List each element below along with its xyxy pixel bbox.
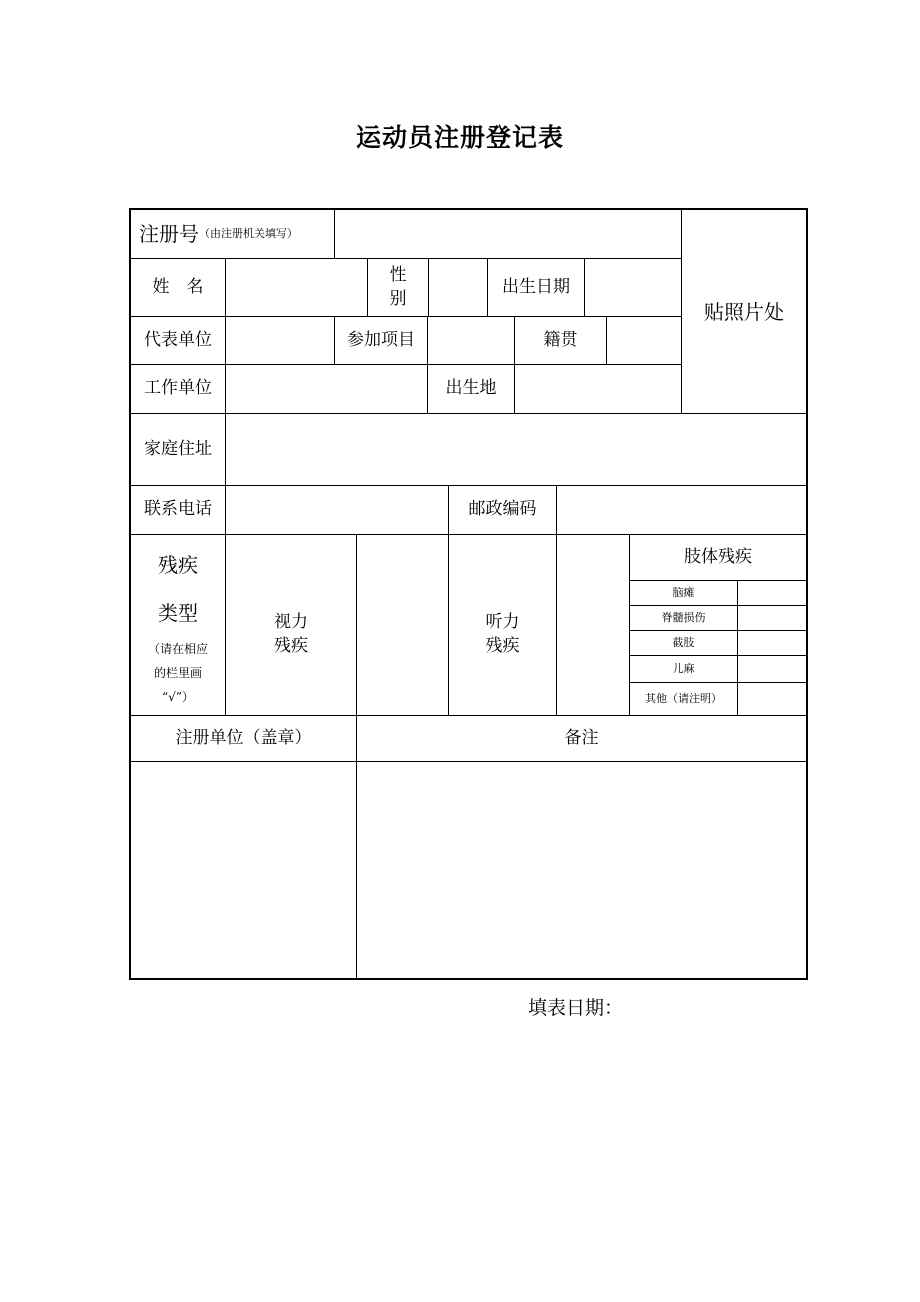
hearing-disability-label	[449, 555, 556, 715]
disability-type-note-2: 的栏里画	[153, 666, 202, 680]
native-place-label: 籍贯	[543, 329, 578, 350]
limb-disability-label: 肢体残疾	[684, 546, 752, 567]
photo-label: 贴照片处	[704, 299, 784, 324]
phone-field[interactable]	[226, 486, 448, 534]
disability-type-label	[131, 535, 225, 715]
fill-date-label: 填表日期：	[528, 997, 624, 1019]
limb-item-other: 其他（请注明）	[645, 692, 722, 706]
name-label: 姓 名	[152, 276, 204, 297]
visual-line1: 视力	[274, 612, 308, 633]
name-field[interactable]	[226, 259, 367, 316]
reg-unit-label: 注册单位（盖章）	[175, 727, 312, 748]
limb-check-amputation[interactable]	[738, 631, 806, 655]
reg-unit-stamp-area[interactable]	[131, 762, 356, 978]
gender-label-bottom: 别	[389, 288, 407, 309]
registration-no-field[interactable]	[335, 210, 681, 258]
address-label: 家庭住址	[144, 438, 212, 459]
postcode-field[interactable]	[557, 486, 806, 534]
birthplace-field[interactable]	[515, 365, 681, 413]
limb-item-amputation: 截肢	[672, 636, 695, 650]
limb-check-spinal-injury[interactable]	[738, 606, 806, 630]
remarks-field[interactable]	[357, 762, 806, 978]
work-unit-field[interactable]	[226, 365, 427, 413]
registration-no-label	[131, 210, 334, 258]
photo-area	[682, 210, 806, 413]
hearing-line2: 残疾	[485, 636, 520, 656]
birthplace-label: 出生地	[445, 378, 497, 399]
birth-date-field[interactable]	[585, 259, 681, 316]
disability-type-note-1: （请在相应	[147, 642, 208, 656]
limb-item-cerebral-palsy: 脑瘫	[672, 586, 695, 600]
disability-type-note-3: “√”）	[162, 690, 194, 704]
unit-label: 代表单位	[144, 329, 212, 350]
hearing-line1: 听力	[485, 612, 520, 633]
registration-no-label-text: 注册号	[139, 222, 199, 246]
registration-form	[129, 208, 808, 980]
birth-date-label: 出生日期	[502, 276, 570, 297]
address-field[interactable]	[226, 414, 806, 485]
limb-item-polio: 儿麻	[672, 662, 695, 676]
postcode-label: 邮政编码	[468, 499, 537, 520]
event-field[interactable]	[428, 317, 514, 364]
hearing-disability-check[interactable]	[557, 535, 629, 715]
gender-label	[368, 259, 428, 316]
gender-field[interactable]	[429, 259, 487, 316]
work-unit-label: 工作单位	[144, 378, 212, 399]
event-label: 参加项目	[347, 329, 415, 350]
form-title: 运动员注册登记表	[355, 123, 564, 152]
native-place-field[interactable]	[607, 317, 681, 364]
disability-type-line1: 残疾	[158, 553, 198, 577]
remarks-label: 备注	[564, 727, 599, 748]
limb-item-spinal-injury: 脊髓损伤	[661, 611, 706, 625]
phone-label: 联系电话	[144, 499, 212, 520]
limb-check-polio[interactable]	[738, 656, 806, 682]
visual-disability-label	[226, 555, 356, 715]
limb-check-cerebral-palsy[interactable]	[738, 581, 806, 605]
gender-label-top: 性	[389, 264, 407, 285]
limb-check-other[interactable]	[738, 683, 806, 715]
disability-type-line2: 类型	[158, 601, 198, 625]
unit-field[interactable]	[226, 317, 334, 364]
registration-no-note: （由注册机关填写）	[199, 227, 298, 241]
visual-line2: 残疾	[274, 636, 308, 656]
visual-disability-check[interactable]	[357, 535, 448, 715]
